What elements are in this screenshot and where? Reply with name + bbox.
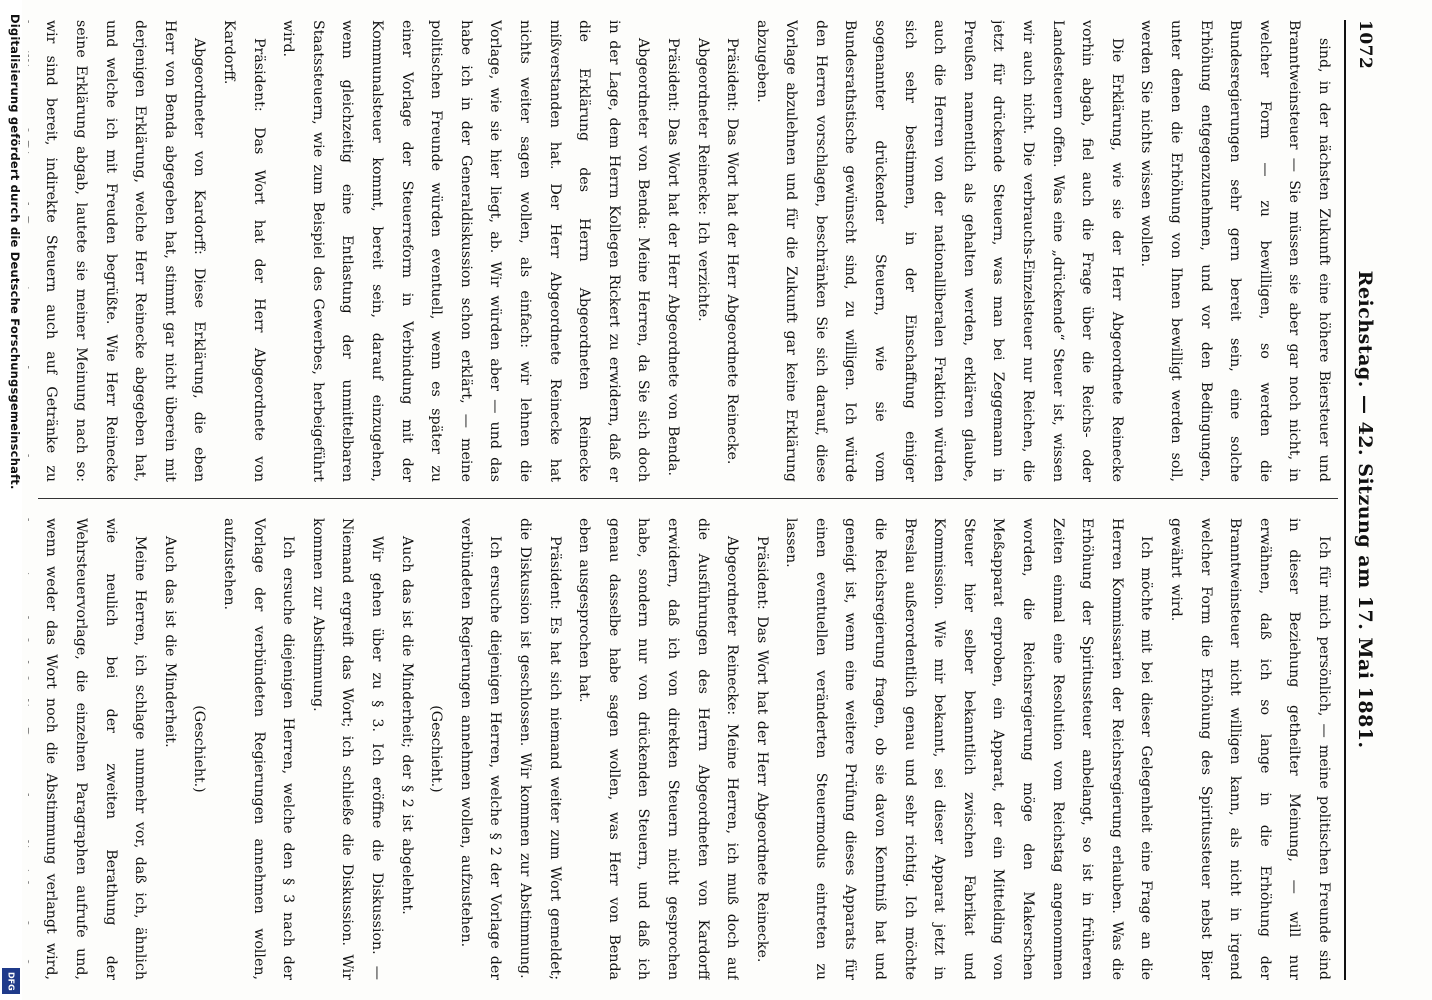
paragraph: Auch das ist die Minderheit; der § 2 ist abgelehnt.: [398, 536, 415, 915]
paragraph: Präsident: Das Wort hat der Herr Abgeordnete Reinecke.: [724, 38, 741, 465]
page-header: [1348, 20, 1382, 980]
digitization-credit: Digitalisierung gefördert durch die Deutsche Forschungsgemeinschaft.: [8, 14, 22, 490]
paragraph: Präsident: Es hat sich niemand weiter zum Wort gemeldet; die Diskussion ist geschlossen. Wir kommen zur Abstimmung.: [516, 518, 563, 980]
paragraph: sind, in der nächsten Zukunft eine höhere Biersteuer und Branntweinsteuer — Sie müssen sie aber gar noch nicht, in welcher Form — zu bewilligen, so werden die Bundesregierungen sehr gern bereit sein, eine solche Erhöhung entgegenzunehmen, und vor den Bedingungen, unter denen die Erhöhung von Ihnen bewilligt werden soll, werden Sie nichts wissen wollen.: [1138, 20, 1332, 482]
left-column: [28, 20, 1338, 482]
paragraph: Ich möchte mit bei dieser Gelegenheit eine Frage an die Herren Kommissarien der Reichsregierung erlauben. Was die Erhöhung der Spiritussteuer anbelangt, so ist in früheren Zeiten einmal eine Resolution vom Reichstag angenommen worden, die Reichsregierung möge den Makerschen Meßapparat erproben, ein Apparat, der ein Mittelding von Steuer hier selber bekanntlich zwischen Fabrikat und Kommission. Wie mir bekannt, sei dieser Apparat jetzt in Breslau außerordentlich genau und sehr richtig. Ich möchte die Reichsregierung fragen, ob sie davon Kenntniß hat und geneigt ist, wenn eine weitere Prüfung dieses Apparats für einen eventuellen veränderten Steuermodus eintreten zu lassen.: [783, 518, 1155, 980]
paragraph: Abgeordneter von Kardorff: Diese Erklärung, die eben Herr von Benda abgegeben hat, stimmt gar nicht überein mit derjenigen Erklärung, welche Herr Reinecke abgegeben hat, und welche ich mit Freuden begrüßte. Wie Herr Reinecke seine Erklärung abgab, lautete sie meiner Meinung nach so: wir sind bereit, indirekte Steuern auch auf Getränke zu: [43, 20, 208, 482]
rotated-content: [12, 20, 1382, 980]
paragraph: Ich ersuche diejenigen Herren, welche den § 3 nach der Vorlage der verbündeten Regierungen annehmen wollen, aufzustehen.: [221, 518, 297, 980]
paragraph: Auch das ist die Minderheit.: [161, 536, 178, 748]
right-column: [28, 518, 1338, 980]
page-number: 1072: [1355, 20, 1375, 70]
paragraph: Abgeordneter von Benda: Meine Herren, da Sie sich doch in der Lage, dem Herrn Kollegen Rickert zu erwidern, daß er die Erklärung des Herrn Abgeordneten Reinecke mißverstanden hat. Der Herr Abgeordnete Reinecke hat nichts weiter sagen wollen, als einfach: wir lehnen die Vorlage, wie sie hier liegt, ab. Wir würden aber — und das habe ich in der Generaldiskussion schon erklärt, — meine politischen Freunde würden eventuell, wenn es später zu einer Vorlage der Steuerreform in Verbindung mit der Kommunalsteuer kommt, bereit sein, darauf einzugehen, wenn gleichzeitig eine Entlastung der unmittelbaren Staatssteuern, wie zum Beispiel des Gewerbes, herbeigeführt wird.: [280, 20, 652, 482]
column-divider: [38, 498, 1338, 499]
paragraph: Die Erklärung, wie sie der Herr Abgeordnete Reinecke vorhin abgab, fiel auch die Frage über die Reichs- oder Landesteuern offen. Was eine „drückende“ Steuer ist, wissen wir auch nicht. Die verbrauchs-Einzelsteuer nur Reichen, die jetzt für drückende Steuern, was man bei Zeggemann in Preußen namentlich als gehalten werden, erklären glaube, auch die Herren von der nationalliberalen Fraktion würden sich sehr bestimmen, in der Einschaffung einiger sogenannter drückender Steuern, wie sie vom Bundesrathstische gewünscht sind, zu willigen. Ich würde den Herren vorschlagen, beschränken Sie sich darauf, diese Vorlage abzulehnen und für die Zukunft gar keine Erklärung abzugeben.: [753, 20, 1125, 482]
page-title: Reichstag. — 42. Sitzung am 17. Mai 1881.: [1354, 270, 1376, 749]
paragraph: Abgeordneter Reinecke: Meine Herren, ich muß doch auf die Ausführungen des Herrn Abgeordneten von Kardorff erwidern, daß ich von direkten Steuern nicht gesprochen habe, sondern nur von drückenden Steuern, und daß ich genau dasselbe habe sagen wollen, was Herr von Benda eben ausgesprochen hat.: [576, 518, 741, 980]
paragraph: Meine Herren, ich schlage nunmehr vor, daß ich, ähnlich wie neulich bei der zweiten Berathung der Wehrsteuervorlage, die einzelnen Paragraphen aufrufe und, wenn weder das Wort noch die Abstimmung verlangt wird,: [43, 518, 149, 980]
paragraph: Präsident: Das Wort hat der Herr Abgeordnete von Kardorff.: [221, 20, 267, 482]
header-rule: [1344, 20, 1346, 980]
paragraph: Abgeordneter Reinecke: Ich verzichte.: [694, 38, 711, 322]
paragraph: Ich für mich persönlich, — meine politischen Freunde sind in dieser Beziehung getheilter Meinung, — will nur erwähnen, daß ich so lange in die Erhöhung der Branntweinsteuer nicht willigen kann, als nicht in irgend welcher Form die Erhöhung des Spiritussteuer nebst Bier gewährt wird.: [1168, 518, 1332, 980]
paragraph: Ich ersuche diejenigen Herren, welche § 2 der Vorlage der verbündeten Regierungen annehmen wollen, aufzustehen.: [457, 518, 504, 980]
paragraph: (Geschieht.): [428, 705, 445, 793]
paragraph: Präsident: Das Wort hat der Herr Abgeordnete von Benda.: [664, 38, 681, 476]
paragraph: (Geschieht.): [191, 705, 208, 793]
paragraph: Wir gehen über zu § 3. Ich eröffne die Diskussion. — Niemand ergreift das Wort; ich schließe die Diskussion. Wir kommen zur Abstimmung.: [309, 518, 385, 980]
dfg-logo: DFG: [2, 968, 20, 994]
paragraph: Präsident: Das Wort hat der Herr Abgeordnete Reinecke.: [753, 536, 770, 963]
